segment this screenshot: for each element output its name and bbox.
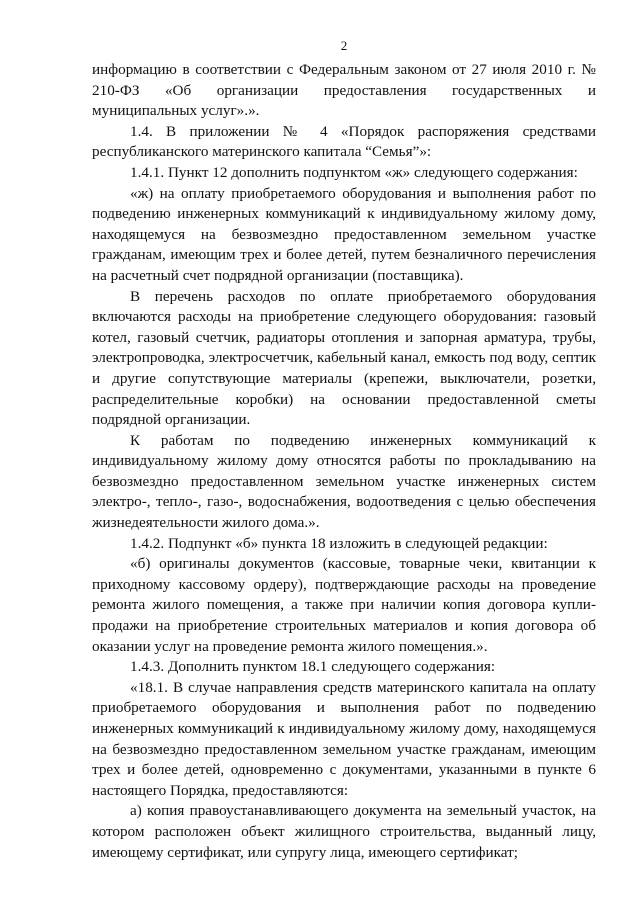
page-number: 2 xyxy=(340,38,348,53)
paragraph-1-4-2: 1.4.2. Подпункт «б» пункта 18 изложить в следующей редакции: xyxy=(130,534,548,552)
paragraph-continuation: информацию в соответствии с Федеральным законом от 27 июля 2010 г. № 210-ФЗ «Об организации предоставления государственных и муниципальных услуг».». xyxy=(92,61,596,120)
paragraph-subpoint-zh: «ж) на оплату приобретаемого оборудования и выполнения работ по подведению инженерных коммуникаций к индивидуальному жилому дому, находящемуся на безвозмездно предоставленном земельном участке гражданам, имеющим трех и более детей, путем безналичного перечисления на расчетный счет подрядной организации (поставщика). xyxy=(92,184,596,284)
paragraph-engineering-works: К работам по подведению инженерных коммуникаций к индивидуальному жилому дому относятся работы по прокладыванию на безвозмездно предоставленном земельном участке инженерных систем электро-, тепло-, газо-, водоснабжения, водоотведения с целью обеспечения жизнедеятельности жилого дома.». xyxy=(92,431,596,532)
paragraph-1-4: 1.4. В приложении № 4 «Порядок распоряжения средствами республиканского материнского капитала “Семья”»: xyxy=(92,122,596,161)
paragraph-expense-list: В перечень расходов по оплате приобретаемого оборудования включаются расходы на приобретение следующего оборудования: газовый котел, газовый счетчик, радиаторы отопления и запорная арматура, трубы, электропроводка, электросчетчик, кабельный канал, емкость под воду, септик и другие сопутствующие материалы (крепежи, выключатели, розетки, распределительные коробки) на основании предоставленной сметы подрядной организации. xyxy=(92,287,596,429)
paragraph-1-4-3: 1.4.3. Дополнить пунктом 18.1 следующего содержания: xyxy=(130,658,496,676)
document-body xyxy=(92,60,596,863)
paragraph-18-1: «18.1. В случае направления средств материнского капитала на оплату приобретаемого оборудования и выполнения работ по подведению инженерных коммуникаций к индивидуальному жилому дому, находящемуся на безвозмездно предоставленном земельном участке гражданам, имеющим трех и более детей, одновременно с документами, указанными в пункте 6 настоящего Порядка, предоставляются: xyxy=(92,678,596,799)
paragraph-subpoint-b: «б) оригиналы документов (кассовые, товарные чеки, квитанции к приходному кассовому ордеру), подтверждающие расходы на проведение ремонта жилого помещения, а также при наличии копия договора купли-продажи на приобретение строительных материалов и копия договора об оказании услуг на проведение ремонта жилого помещения.». xyxy=(92,555,596,655)
paragraph-subpoint-a: а) копия правоустанавливающего документа на земельный участок, на котором расположен объект жилищного строительства, выданный лицу, имеющему сертификат, или супругу лица, имеющего сертификат; xyxy=(92,802,596,861)
paragraph-1-4-1: 1.4.1. Пункт 12 дополнить подпунктом «ж» следующего содержания: xyxy=(130,163,578,181)
